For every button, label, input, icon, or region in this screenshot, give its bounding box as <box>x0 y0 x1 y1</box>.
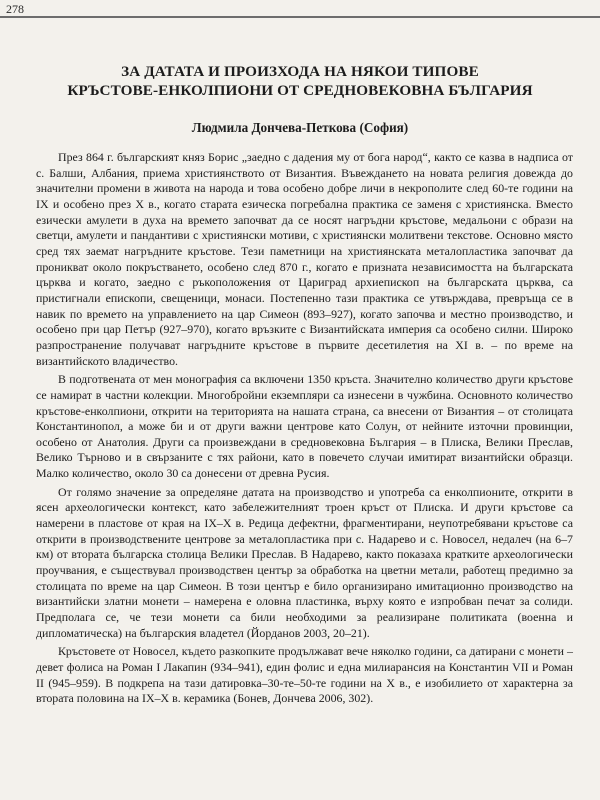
paragraph-1: През 864 г. българският княз Борис „заедно с дадения му от бога народ“, както се казва в надписа от с. Балши, Албания, приема християнството от Византия. Въвеждането на новата религия довежда до значителни промени в живота на народа и това особено добре личи в некрополите след 60-те години на IX и особено през X в., когато старата езическа погребална практика се заменя с християнска. Вместо езически амулети в духа на времето започват да се носят нагръдни кръстове, медальони с образи на светци, амулети и пандантиви с християнски мотиви, с християнски молитвени текстове. Основно място сред тях заемат нагръдните кръстове. Тези паметници на християнската металопластика започват да проникват около покръстването, особено след 870 г., когато е призната независимостта на българската църква и когато, заедно с ръкоположения от Цариград архиепископ на българската църква, са пристигнали епископи, свещеници, монаси. Постепенно тази практика се утвърждава, превръща се в навик по времето на управлението на цар Симеон (893–927), когато започва и местно производство, и особено при цар Петър (927–970), когато връзките с Византийската империя са особено силни. Широко разпространение получават нагръдните кръстове в първите десетилетия на XI в. – по време на византийското владичество. <box>36 150 573 368</box>
title-line-2: КРЪСТОВЕ-ЕНКОЛПИОНИ ОТ СРЕДНОВЕКОВНА БЪЛГАРИЯ <box>67 82 533 99</box>
page-number: 278 <box>6 2 24 16</box>
header-divider <box>0 16 600 18</box>
paragraph-4: Кръстовете от Новосел, където разкопките продължават вече няколко години, са датирани с монети – девет фолиса на Роман I Лакапин (934–941), един фолис и една милиарансия на Константин VII и Роман II (945–959). В подкрепа на тази датировка–30-те–50-те години на X в., е изобилието от характерна за втората половина на IX–X в. керамика (Бонев, Дончева 2006, 302). <box>36 644 573 706</box>
paragraph-3: От голямо значение за определяне датата на производство и употреба са енколпионите, открити в ясен археологически контекст, като забележителният троен кръст от Плиска. И други кръстове са намерени в пластове от края на IX–X в. Редица дефектни, фрагментирани, неупотребявани кръстове са открити в производствените центрове за металопластика при с. Надарево и с. Новосел, недалеч (на 6–7 км) от втората българска столица Велики Преслав. В Надарево, както показаха кратките археологически проучвания, е съществувал производствен център за обработка на цветни метали, работещ предимно за столицата по време на цар Симеон. В този център е било организирано имитационно производство на византийски златни монети – намерена е оловна пластинка, върху която е изпробван печат за солиди. Предполага се, че тези монети са били необходими за реализиране политиката (военна и дипломатическа) на българския владетел (Йорданов 2003, 20–21). <box>36 484 573 640</box>
paragraph-2: В подготвената от мен монография са включени 1350 кръста. Значително количество други кръстове се намират в частни колекции. Многобройни екземпляри са изнесени в чужбина. Основното количество кръстове-енколпиони, открити на територията на нашата страна, са внесени от Византия – от столицата Константинопол, а може би и от други важни центрове като Солун, от нейните източни провинции, особено от Анатолия. Други са произвеждани в средновековна България – в Плиска, Велики Преслав, Велико Търново и в свързаните с тях райони, като в повечето случаи имитират византийски образци. Малко количество, около 30 са донесени от древна Русия. <box>36 372 573 481</box>
article-body <box>36 150 573 710</box>
title-line-1: ЗА ДАТАТА И ПРОИЗХОДА НА НЯКОИ ТИПОВЕ <box>121 63 479 80</box>
article-title <box>40 62 560 100</box>
author-line: Людмила Дончева-Петкова (София) <box>191 120 409 135</box>
